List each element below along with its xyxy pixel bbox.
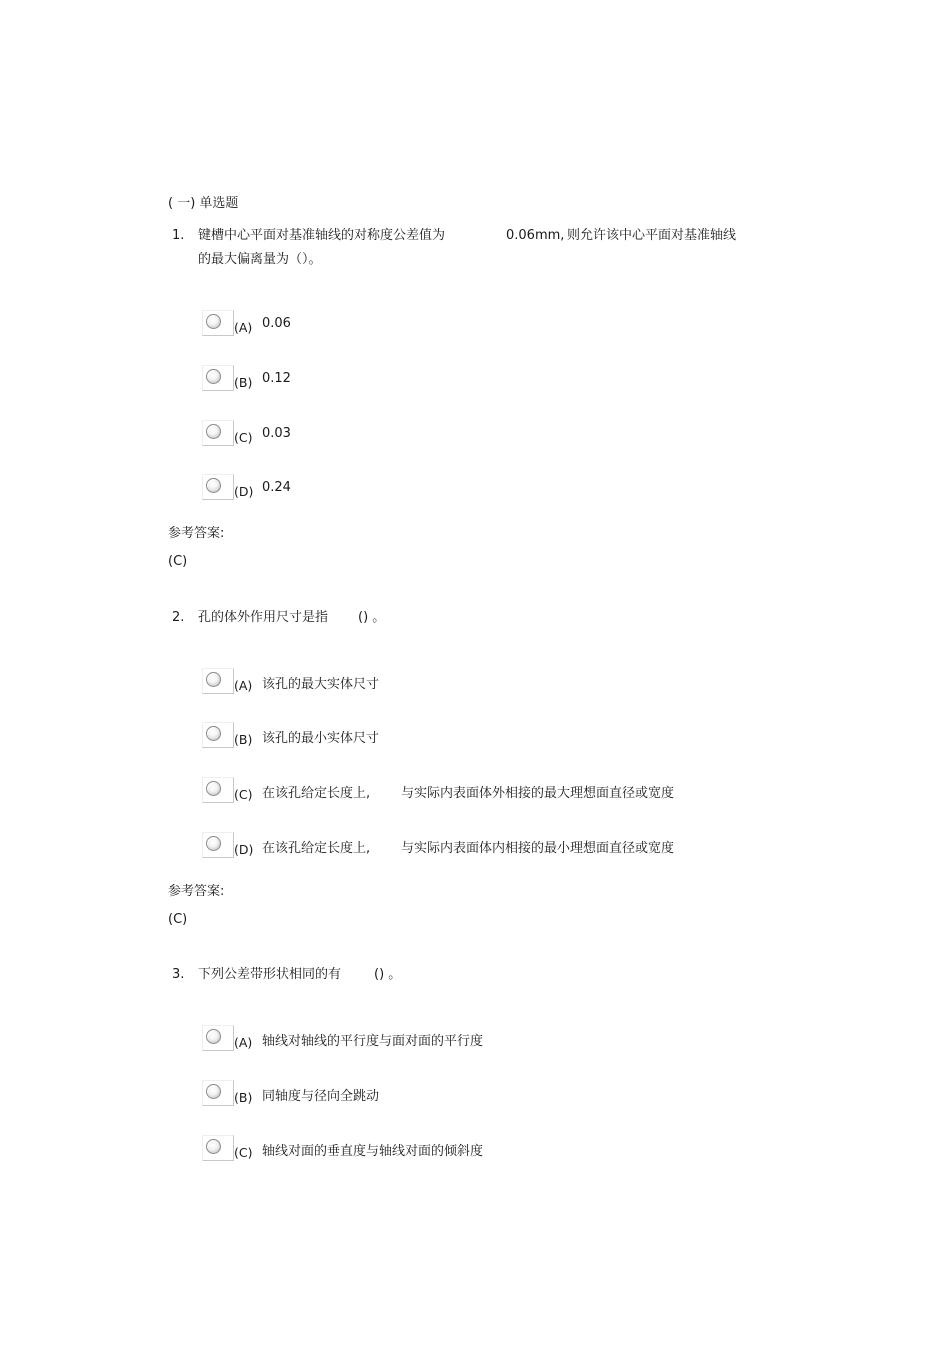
radio-circle-icon bbox=[206, 478, 221, 493]
option-text: 0.24 bbox=[262, 480, 291, 495]
radio-button[interactable] bbox=[202, 832, 234, 858]
radio-circle-icon bbox=[206, 424, 221, 439]
radio-button[interactable] bbox=[202, 1025, 234, 1051]
option-text: 轴线对轴线的平行度与面对面的平行度 bbox=[262, 1034, 484, 1049]
radio-button[interactable] bbox=[202, 365, 234, 391]
option-letter: (B) bbox=[234, 1090, 253, 1105]
option-text: 0.06 bbox=[262, 316, 291, 331]
radio-button[interactable] bbox=[202, 668, 234, 694]
option-text: 该孔的最小实体尺寸 bbox=[262, 731, 380, 746]
radio-circle-icon bbox=[206, 672, 221, 687]
radio-button[interactable] bbox=[202, 777, 234, 803]
radio-button[interactable] bbox=[202, 1080, 234, 1106]
option-text: 同轴度与径向全跳动 bbox=[262, 1089, 380, 1104]
question-text: 孔的体外作用尺寸是指 bbox=[198, 610, 329, 625]
radio-circle-icon bbox=[206, 726, 221, 741]
answer-value: (C) bbox=[168, 912, 188, 927]
option-text: 0.12 bbox=[262, 371, 291, 386]
question-number: 2. bbox=[172, 610, 185, 625]
question-number: 1. bbox=[172, 228, 185, 243]
question-text-value: 0.06mm, bbox=[506, 228, 565, 243]
answer-label: 参考答案: bbox=[168, 884, 225, 899]
question-text-blank: () 。 bbox=[358, 610, 386, 625]
radio-circle-icon bbox=[206, 836, 221, 851]
radio-circle-icon bbox=[206, 369, 221, 384]
option-letter: (A) bbox=[234, 678, 253, 693]
question-text-line2: 的最大偏离量为（）。 bbox=[198, 252, 322, 267]
question-number: 3. bbox=[172, 967, 185, 982]
option-text: 该孔的最大实体尺寸 bbox=[262, 677, 380, 692]
option-letter: (A) bbox=[234, 1035, 253, 1050]
question-text: 键槽中心平面对基准轴线的对称度公差值为 bbox=[198, 228, 446, 243]
radio-button[interactable] bbox=[202, 474, 234, 500]
option-text: 在该孔给定长度上, bbox=[262, 841, 371, 856]
question-text-cont: 则允许该中心平面对基准轴线 bbox=[567, 228, 737, 243]
radio-button[interactable] bbox=[202, 1135, 234, 1161]
option-letter: (C) bbox=[234, 430, 253, 445]
option-letter: (B) bbox=[234, 375, 253, 390]
radio-button[interactable] bbox=[202, 722, 234, 748]
option-text-cont: 与实际内表面体内相接的最小理想面直径或宽度 bbox=[401, 841, 675, 856]
radio-circle-icon bbox=[206, 1029, 221, 1044]
radio-circle-icon bbox=[206, 1084, 221, 1099]
radio-circle-icon bbox=[206, 314, 221, 329]
option-text: 轴线对面的垂直度与轴线对面的倾斜度 bbox=[262, 1144, 484, 1159]
option-text: 0.03 bbox=[262, 426, 291, 441]
radio-circle-icon bbox=[206, 1139, 221, 1154]
radio-button[interactable] bbox=[202, 420, 234, 446]
answer-value: (C) bbox=[168, 554, 188, 569]
option-letter: (C) bbox=[234, 1145, 253, 1160]
section-title: ( 一) 单选题 bbox=[168, 196, 239, 211]
option-letter: (A) bbox=[234, 320, 253, 335]
answer-label: 参考答案: bbox=[168, 526, 225, 541]
question-text: 下列公差带形状相同的有 bbox=[198, 967, 342, 982]
option-letter: (D) bbox=[234, 842, 254, 857]
radio-circle-icon bbox=[206, 781, 221, 796]
option-text-cont: 与实际内表面体外相接的最大理想面直径或宽度 bbox=[401, 786, 675, 801]
option-letter: (D) bbox=[234, 484, 254, 499]
option-letter: (C) bbox=[234, 787, 253, 802]
option-text: 在该孔给定长度上, bbox=[262, 786, 371, 801]
option-letter: (B) bbox=[234, 732, 253, 747]
question-text-blank: () 。 bbox=[374, 967, 402, 982]
radio-button[interactable] bbox=[202, 310, 234, 336]
